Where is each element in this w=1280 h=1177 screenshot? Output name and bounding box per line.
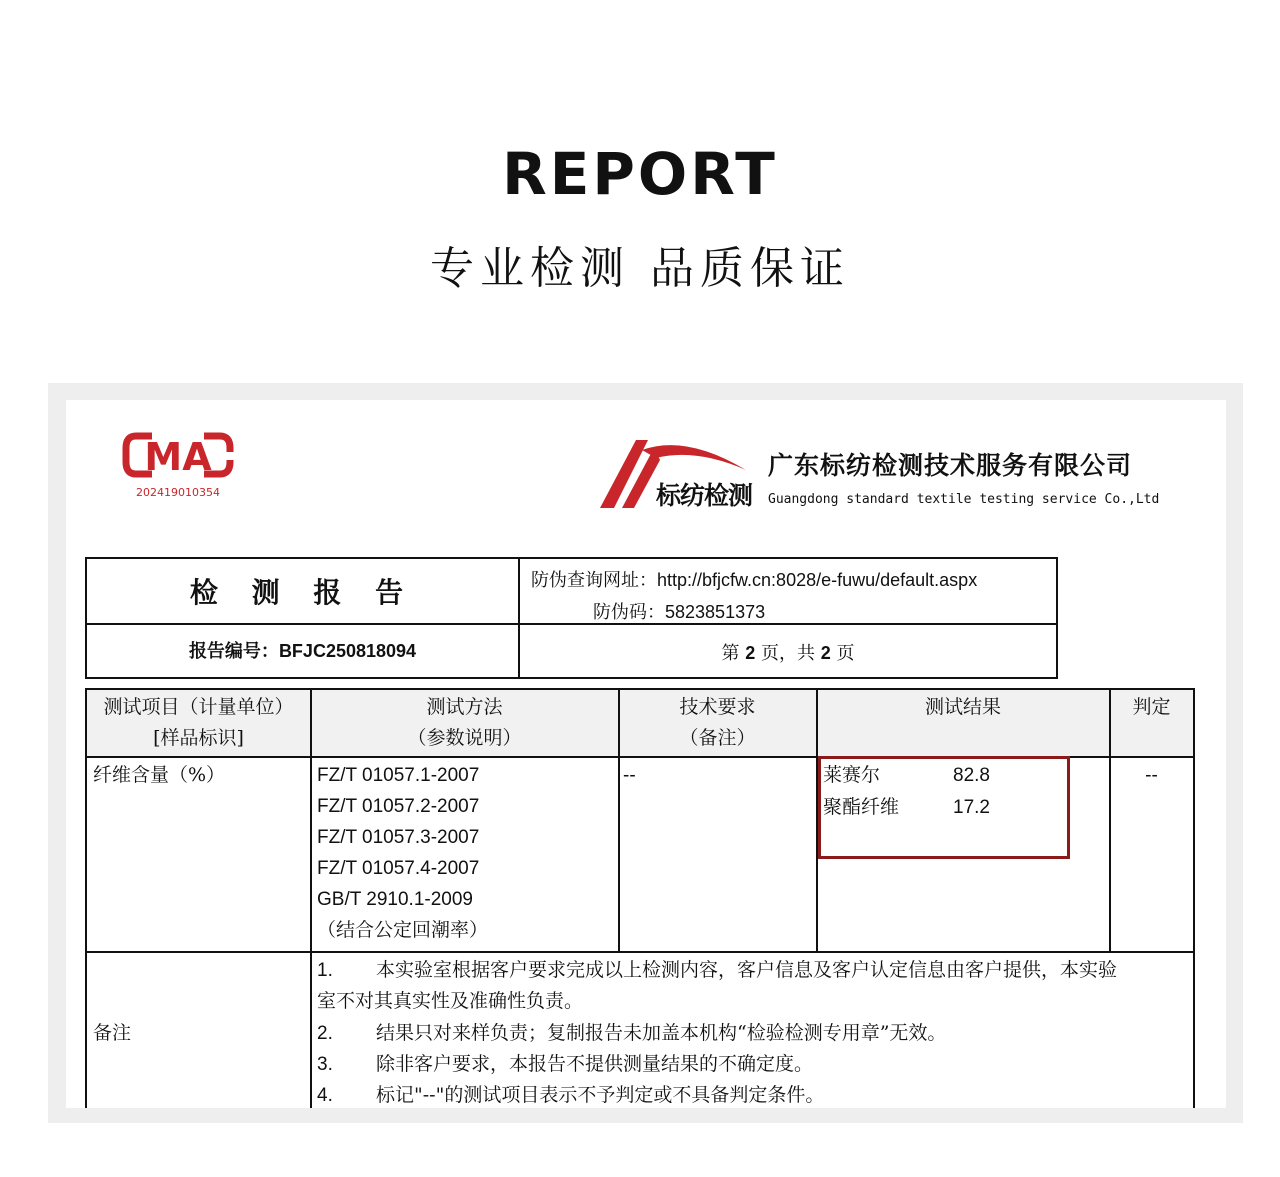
header-line: 测试结果 (924, 696, 1001, 718)
header-test-method (311, 692, 618, 754)
note-text: 室不对其真实性及准确性负责。 (317, 990, 584, 1012)
report-number-label: 报告编号： (188, 641, 279, 662)
header-line: 测试项目（计量单位） (103, 696, 294, 718)
header-verdict (1110, 692, 1193, 723)
note-number: 1. (317, 960, 333, 981)
note-number: 4. (317, 1085, 333, 1106)
row-divider (87, 951, 1193, 953)
method-line: FZ/T 01057.3-2007 (317, 827, 480, 848)
header-line: （备注） (679, 727, 756, 749)
page-indicator (520, 639, 1056, 665)
header-line: 测试方法 (426, 696, 503, 718)
result-highlight-box (818, 756, 1070, 859)
page-current: 2 (745, 643, 756, 663)
verify-code-line (593, 598, 765, 624)
verify-code-label: 防伪码： (593, 602, 665, 623)
column-divider (1109, 690, 1111, 952)
company-name-cn: 广东标纺检测技术服务有限公司 (768, 451, 1133, 480)
result-fiber: 聚酯纤维 (823, 796, 900, 818)
result-value: 82.8 (953, 765, 990, 786)
header-line: （参数说明） (407, 727, 522, 749)
report-number: BFJC250818094 (278, 641, 417, 661)
verify-url-line (531, 566, 977, 592)
header-test-item (87, 692, 310, 754)
row-methods (317, 760, 488, 946)
header-result (817, 692, 1109, 723)
brand-name: 标纺检测 (656, 481, 753, 510)
report-document (66, 400, 1226, 1108)
verify-code: 5823851373 (665, 602, 766, 622)
note-text: 本实验室根据客户要求完成以上检测内容，客户信息及客户认定信息由客户提供，本实验 (376, 959, 1118, 981)
page-mid: 页，共 (761, 643, 815, 664)
page-total: 2 (820, 643, 831, 663)
company-name-en: Guangdong standard textile testing service Co.,Ltd (768, 492, 1160, 507)
method-line: （结合公定回潮率） (317, 919, 489, 941)
header-requirement (619, 692, 816, 754)
row-item: 纤维含量（%） (93, 764, 226, 786)
result-fiber: 莱赛尔 (823, 764, 881, 786)
row-requirement: -- (623, 765, 636, 786)
method-line: GB/T 2910.1-2009 (317, 889, 473, 910)
verify-url[interactable]: http://bfjcfw.cn:8028/e-fuwu/default.aspx (657, 570, 978, 590)
report-title: 检 测 报 告 (189, 576, 416, 609)
page-prefix: 第 (721, 643, 740, 664)
method-line: FZ/T 01057.1-2007 (317, 765, 480, 786)
result-value: 17.2 (953, 797, 990, 818)
cma-seal-icon (122, 430, 234, 502)
report-header-box (85, 557, 1058, 679)
report-number-line (87, 637, 518, 663)
page-subtitle: 专业检测 品质保证 (430, 243, 850, 294)
cma-number: 202419010354 (136, 486, 220, 499)
note-text: 除非客户要求，本报告不提供测量结果的不确定度。 (376, 1053, 814, 1075)
header-line: [样品标识] (153, 727, 244, 749)
method-line: FZ/T 01057.2-2007 (317, 796, 480, 817)
note-number: 3. (317, 1054, 333, 1075)
divider (87, 623, 1056, 625)
method-line: FZ/T 01057.4-2007 (317, 858, 480, 879)
row-verdict: -- (1145, 765, 1158, 786)
note-text: 结果只对来样负责；复制报告未加盖本机构“检验检测专用章”无效。 (376, 1022, 947, 1044)
verify-url-label: 防伪查询网址： (531, 570, 657, 591)
cma-letters: MA (144, 435, 212, 479)
page-suffix: 页 (836, 643, 855, 664)
note-text: 标记"--"的测试项目表示不予判定或不具备判定条件。 (376, 1084, 825, 1106)
header-line: 技术要求 (679, 696, 756, 718)
results-table (85, 688, 1195, 1108)
header-line: 判定 (1132, 696, 1171, 718)
note-number: 2. (317, 1023, 333, 1044)
page-title: REPORT (502, 140, 778, 208)
notes-label: 备注 (93, 1022, 132, 1044)
